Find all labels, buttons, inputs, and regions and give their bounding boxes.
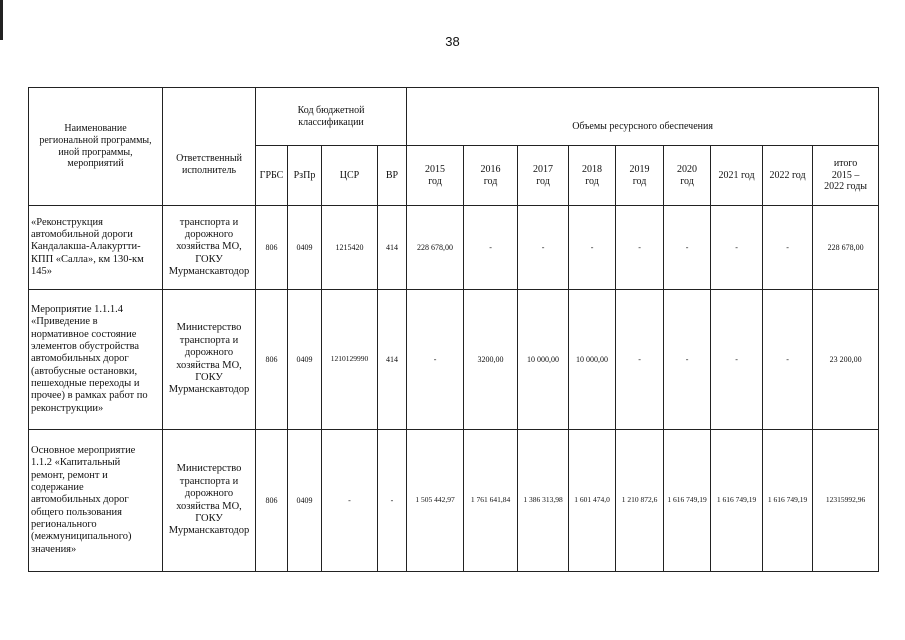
header-row-groups xyxy=(29,88,879,146)
cell-total: 12315992,96 xyxy=(813,430,879,572)
header-grbs: ГРБС xyxy=(256,146,288,206)
cell-2018: 1 601 474,0 xyxy=(569,430,616,572)
cell-2022: - xyxy=(763,290,813,430)
cell-vr: 414 xyxy=(378,290,407,430)
cell-rzpr: 0409 xyxy=(288,430,322,572)
row-executor: транспорта и дорожного хозяйства МО, ГОКУ Мурманскавтодор xyxy=(163,206,256,290)
header-year-2017: 2017 год xyxy=(518,146,569,206)
table-row xyxy=(29,290,879,430)
header-rzpr: РзПр xyxy=(288,146,322,206)
header-name: Наименование региональной программы, иной программы, мероприятий xyxy=(29,88,163,206)
row-executor: Министерство транспорта и дорожного хозяйства МО, ГОКУ Мурманскавтодор xyxy=(163,290,256,430)
cell-csr: 1210129990 xyxy=(322,290,378,430)
cell-2021: 1 616 749,19 xyxy=(711,430,763,572)
cell-csr: - xyxy=(322,430,378,572)
header-resources: Объемы ресурсного обеспечения xyxy=(407,88,879,146)
cell-2017: 1 386 313,98 xyxy=(518,430,569,572)
table-row xyxy=(29,206,879,290)
header-executor: Ответственный исполнитель xyxy=(163,88,256,206)
cell-2022: - xyxy=(763,206,813,290)
header-budget-codes: Код бюджетной классификации xyxy=(256,88,407,146)
cell-2021: - xyxy=(711,206,763,290)
header-year-2022: 2022 год xyxy=(763,146,813,206)
cell-2019: - xyxy=(616,206,664,290)
row-name: «Реконструкция автомобильной дороги Кандалакша-Алакуртти- КПП «Салла», км 130-км 145» xyxy=(29,206,163,290)
cell-2020: - xyxy=(664,290,711,430)
cell-2019: - xyxy=(616,290,664,430)
cell-2017: 10 000,00 xyxy=(518,290,569,430)
header-year-2015: 2015 год xyxy=(407,146,464,206)
resource-table xyxy=(28,87,879,572)
cell-total: 228 678,00 xyxy=(813,206,879,290)
cell-2018: - xyxy=(569,206,616,290)
header-year-2019: 2019 год xyxy=(616,146,664,206)
cell-grbs: 806 xyxy=(256,290,288,430)
cell-2019: 1 210 872,6 xyxy=(616,430,664,572)
header-vr: ВР xyxy=(378,146,407,206)
header-year-2021: 2021 год xyxy=(711,146,763,206)
cell-2021: - xyxy=(711,290,763,430)
header-year-2020: 2020 год xyxy=(664,146,711,206)
row-name: Мероприятие 1.1.1.4 «Приведение в нормативное состояние элементов обустройства автомобильных дорог (автобусные остановки, пешеходные переходы и прочее) в рамках работ по реконструкции» xyxy=(29,290,163,430)
cell-2018: 10 000,00 xyxy=(569,290,616,430)
header-year-2018: 2018 год xyxy=(569,146,616,206)
row-name: Основное мероприятие 1.1.2 «Капитальный ремонт, ремонт и содержание автомобильных дорог общего пользования регионального (межмуниципального) значения» xyxy=(29,430,163,572)
cell-2015: 1 505 442,97 xyxy=(407,430,464,572)
cell-vr: 414 xyxy=(378,206,407,290)
cell-total: 23 200,00 xyxy=(813,290,879,430)
cell-2017: - xyxy=(518,206,569,290)
header-csr: ЦСР xyxy=(322,146,378,206)
cell-rzpr: 0409 xyxy=(288,290,322,430)
cell-grbs: 806 xyxy=(256,206,288,290)
table-row xyxy=(29,430,879,572)
cell-grbs: 806 xyxy=(256,430,288,572)
cell-2016: 1 761 641,84 xyxy=(464,430,518,572)
cell-vr: - xyxy=(378,430,407,572)
header-total: итого 2015 – 2022 годы xyxy=(813,146,879,206)
cell-2015: 228 678,00 xyxy=(407,206,464,290)
cell-2016: 3200,00 xyxy=(464,290,518,430)
cell-2022: 1 616 749,19 xyxy=(763,430,813,572)
cell-2015: - xyxy=(407,290,464,430)
cell-2020: - xyxy=(664,206,711,290)
cell-2016: - xyxy=(464,206,518,290)
cell-csr: 1215420 xyxy=(322,206,378,290)
row-executor: Министерство транспорта и дорожного хозяйства МО, ГОКУ Мурманскавтодор xyxy=(163,430,256,572)
header-year-2016: 2016 год xyxy=(464,146,518,206)
cell-2020: 1 616 749,19 xyxy=(664,430,711,572)
cell-rzpr: 0409 xyxy=(288,206,322,290)
page-number: 38 xyxy=(445,34,460,49)
